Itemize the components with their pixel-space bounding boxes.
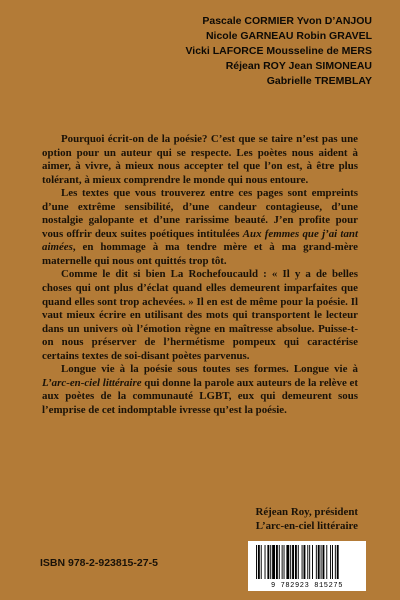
barcode-bar: [312, 545, 313, 579]
author-list: [185, 14, 372, 89]
barcode-bar: [290, 545, 291, 579]
paragraph-text: Les textes que vous trouverez entre ces pages sont empreints d’une extrême sensibilité, d’une candeur contagieuse, d’une nostalgie galopante et d’une rarissime beauté. J’en profite pour vous offrir deux suites poétiques intitulées: [42, 187, 358, 240]
barcode-bar: [316, 545, 317, 579]
barcode-bar: [298, 545, 299, 579]
author-line: Gabrielle TREMBLAY: [266, 75, 372, 87]
barcode-digits: 9 782923 815275: [270, 582, 343, 590]
barcode-bar: [279, 545, 280, 579]
barcode-bar: [295, 545, 297, 579]
signature-org: L’arc-en-ciel littéraire: [255, 520, 358, 532]
paragraph-text: , en hommage à ma tendre mère et à ma grand-mère maternelle qui nous ont quittés trop tôt.: [42, 241, 358, 267]
barcode-bar: [258, 545, 260, 579]
barcode-bar: [302, 545, 303, 579]
barcode-bar: [318, 545, 320, 579]
barcode-bar: [326, 545, 327, 579]
signature: [255, 505, 358, 533]
italic-title: Aux femmes que j’ai tant aimées: [42, 227, 358, 254]
barcode-bar: [267, 545, 269, 579]
barcode-bar: [261, 545, 262, 579]
signature-name: Réjean Roy, président: [255, 506, 358, 518]
barcode-bar: [272, 545, 275, 579]
barcode-bar: [276, 545, 278, 579]
barcode-bar: [337, 545, 339, 579]
barcode-bar: [321, 545, 322, 579]
barcode: [248, 541, 366, 591]
barcode-bar: [304, 545, 306, 579]
barcode-bar: [307, 545, 308, 579]
author-line: Réjean ROY Jean SIMONEAU: [225, 60, 372, 72]
barcode-bar: [256, 545, 257, 579]
paragraph-text: Comme le dit si bien La Rochefoucauld : « Il y a de belles choses qui ont plus d’éclat quand elles demeurent imparfaites que quand elles sont trop achevées. » Il en est de même pour la poésie. Il vaut mieux écrire en utilisant des mots qui transportent le lecteur dans un univers où l’émotion règne en maîtresse absolue. Puisse-t-on nous préserver de l’hermétisme pompeux qui caractérise certains textes de soi-disant poètes parvenus.: [42, 268, 358, 362]
paragraph: [42, 187, 358, 268]
barcode-bar: [309, 545, 310, 579]
barcode-bar: [335, 545, 336, 579]
paragraph: [42, 363, 358, 417]
barcode-bar: [292, 545, 294, 579]
paragraph-text: Pourquoi écrit-on de la poésie? C’est que se taire n’est pas une option pour un auteur qui se respecte. Les poètes nous aident à aimer, à vivre, à mieux nous accepter tel que l’on est, à être plus tolérant, à mieux comprendre le monde qui nous entoure.: [42, 133, 358, 186]
barcode-bar: [323, 545, 325, 579]
barcode-bar: [332, 545, 333, 579]
author-line: Nicole GARNEAU Robin GRAVEL: [205, 30, 372, 42]
back-cover-text: [42, 133, 358, 417]
barcode-icon: [248, 541, 366, 582]
italic-title: L’arc-en-ciel littéraire: [42, 376, 142, 389]
paragraph-text: qui donne la parole aux auteurs de la relève et aux poètes de la communauté LGBT, eux qui demeurent sous l’emprise de cet indomptable ivresse qu’est la poésie.: [42, 376, 359, 416]
barcode-bar: [284, 545, 285, 579]
paragraph: [42, 133, 358, 187]
author-line: Pascale CORMIER Yvon D’ANJOU: [202, 15, 372, 27]
paragraph: [42, 268, 358, 363]
isbn-label: ISBN 978-2-923815-27-5: [40, 557, 158, 569]
paragraph-text: Longue vie à la poésie sous toutes ses formes. Longue vie à: [61, 363, 358, 376]
barcode-bar: [330, 545, 331, 579]
barcode-bar: [282, 545, 283, 579]
barcode-bar: [270, 545, 271, 579]
barcode-bar: [286, 545, 289, 579]
barcode-bar: [265, 545, 266, 579]
author-line: Vicki LAFORCE Mousseline de MERS: [185, 45, 372, 57]
